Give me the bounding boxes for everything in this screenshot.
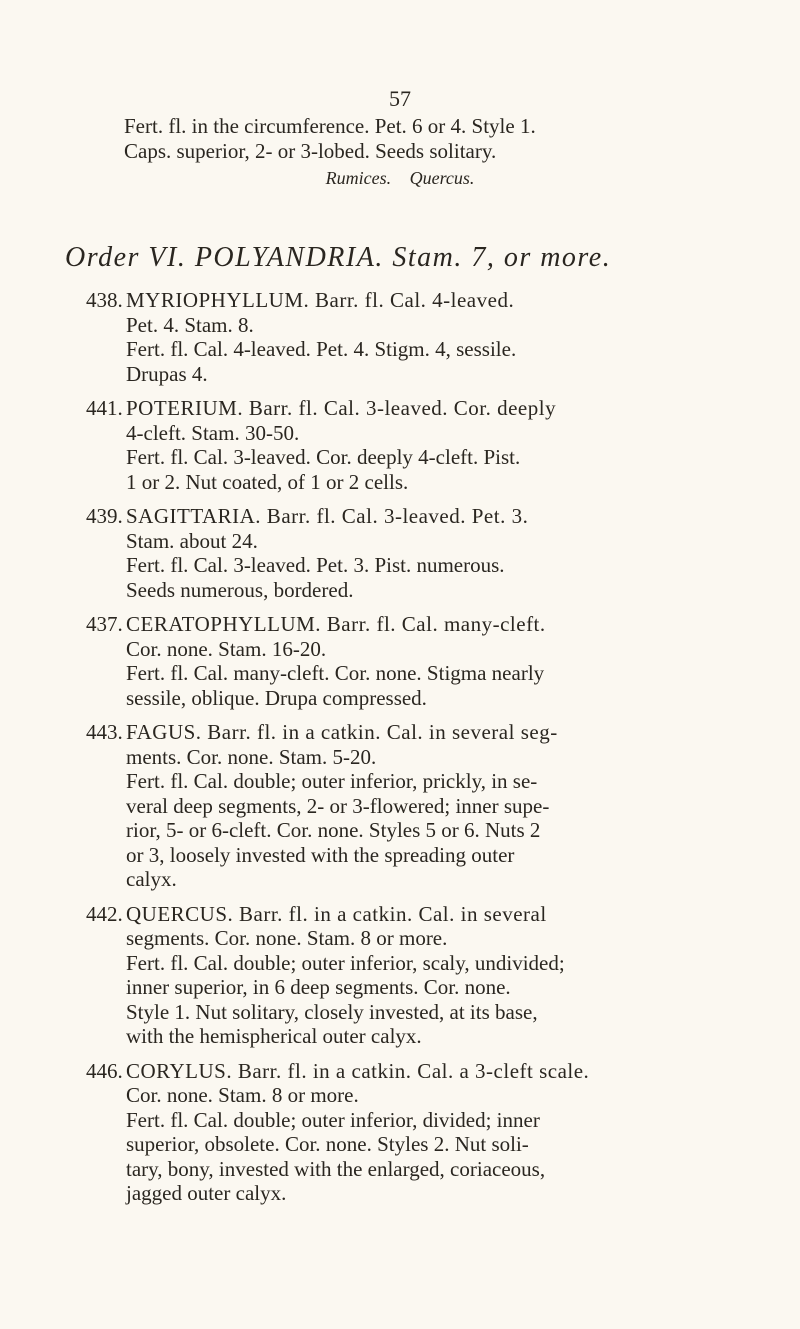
order-heading: Order VI. POLYANDRIA. Stam. 7, or more. [65, 242, 612, 273]
genus-line: Fert. fl. Cal. 4-leaved. Pet. 4. Stigm. 4, sessile. [126, 337, 517, 361]
genus-line: Fert. fl. Cal. double; outer inferior, prickly, in se- [126, 769, 538, 793]
genus-line: Pet. 4. Stam. 8. [126, 312, 254, 337]
genus-entry [86, 288, 706, 386]
genus-line: rior, 5- or 6-cleft. Cor. none. Styles 5 or 6. Nuts 2 [126, 818, 541, 842]
genus-line: SAGITTARIA. Barr. fl. Cal. 3-leaved. Pet. 3. [126, 504, 529, 528]
intro-paragraph [124, 114, 694, 164]
genus-entry [86, 720, 706, 892]
genus-line: Stam. about 24. [126, 528, 258, 553]
genus-line: inner superior, in 6 deep segments. Cor. none. [126, 975, 511, 999]
genus-line: Fert. fl. Cal. many-cleft. Cor. none. Stigma nearly [126, 661, 545, 685]
genus-entry [86, 902, 706, 1049]
genus-line: POTERIUM. Barr. fl. Cal. 3-leaved. Cor. deeply [126, 396, 557, 420]
genus-line: Fert. fl. Cal. double; outer inferior, divided; inner [126, 1107, 540, 1132]
intro-line: Caps. superior, 2- or 3-lobed. Seeds solitary. [124, 139, 497, 163]
genus-entry [86, 1059, 706, 1206]
genus-line: segments. Cor. none. Stam. 8 or more. [126, 926, 448, 950]
genus-entry [86, 504, 706, 602]
genus-line: Fert. fl. Cal. 3-leaved. Pet. 3. Pist. numerous. [126, 553, 505, 577]
genus-line: with the hemispherical outer calyx. [126, 1024, 422, 1048]
genus-line: veral deep segments, 2- or 3-flowered; inner supe- [126, 793, 550, 818]
genus-line: 4-cleft. Stam. 30-50. [126, 420, 300, 445]
genus-line: Seeds numerous, bordered. [126, 577, 354, 602]
genus-line: sessile, oblique. Drupa compressed. [126, 685, 427, 710]
genus-number: 446. [86, 1058, 123, 1083]
genus-number: 442. [86, 901, 123, 926]
genus-line: ments. Cor. none. Stam. 5-20. [126, 744, 377, 769]
genus-line: Fert. fl. Cal. 3-leaved. Cor. deeply 4-cleft. Pist. [126, 445, 521, 469]
genus-entry [86, 612, 706, 710]
genus-entry [86, 396, 706, 494]
genus-line: Drupas 4. [126, 361, 208, 386]
genus-line: QUERCUS. Barr. fl. in a catkin. Cal. in several [126, 901, 547, 926]
genus-line: jagged outer calyx. [126, 1181, 287, 1205]
example-quercus: Quercus. [409, 168, 475, 188]
genus-line: Style 1. Nut solitary, closely invested, at its base, [126, 999, 538, 1024]
page-number: 57 [389, 86, 411, 111]
genus-line: tary, bony, invested with the enlarged, coriaceous, [126, 1156, 546, 1181]
genus-line: Cor. none. Stam. 8 or more. [126, 1083, 359, 1107]
genus-line: or 3, loosely invested with the spreading outer [126, 842, 515, 867]
examples-line [0, 168, 800, 189]
intro-line: Fert. fl. in the circumference. Pet. 6 or 4. Style 1. [124, 114, 536, 138]
genus-line: CORYLUS. Barr. fl. in a catkin. Cal. a 3-cleft scale. [126, 1058, 590, 1083]
genus-number: 439. [86, 504, 123, 528]
genera-list [86, 288, 706, 1216]
genus-number: 437. [86, 612, 123, 636]
genus-line: superior, obsolete. Cor. none. Styles 2. Nut soli- [126, 1132, 529, 1156]
example-rumices: Rumices. [325, 168, 392, 188]
genus-line: 1 or 2. Nut coated, of 1 or 2 cells. [126, 469, 409, 494]
genus-line: Fert. fl. Cal. double; outer inferior, scaly, undivided; [126, 950, 565, 975]
genus-number: 443. [86, 720, 123, 744]
genus-line: CERATOPHYLLUM. Barr. fl. Cal. many-cleft. [126, 612, 546, 636]
genus-line: MYRIOPHYLLUM. Barr. fl. Cal. 4-leaved. [126, 288, 515, 312]
genus-line: calyx. [126, 867, 177, 891]
genus-number: 441. [86, 396, 123, 420]
genus-line: FAGUS. Barr. fl. in a catkin. Cal. in several seg- [126, 720, 558, 744]
genus-line: Cor. none. Stam. 16-20. [126, 636, 327, 661]
genus-number: 438. [86, 288, 123, 312]
